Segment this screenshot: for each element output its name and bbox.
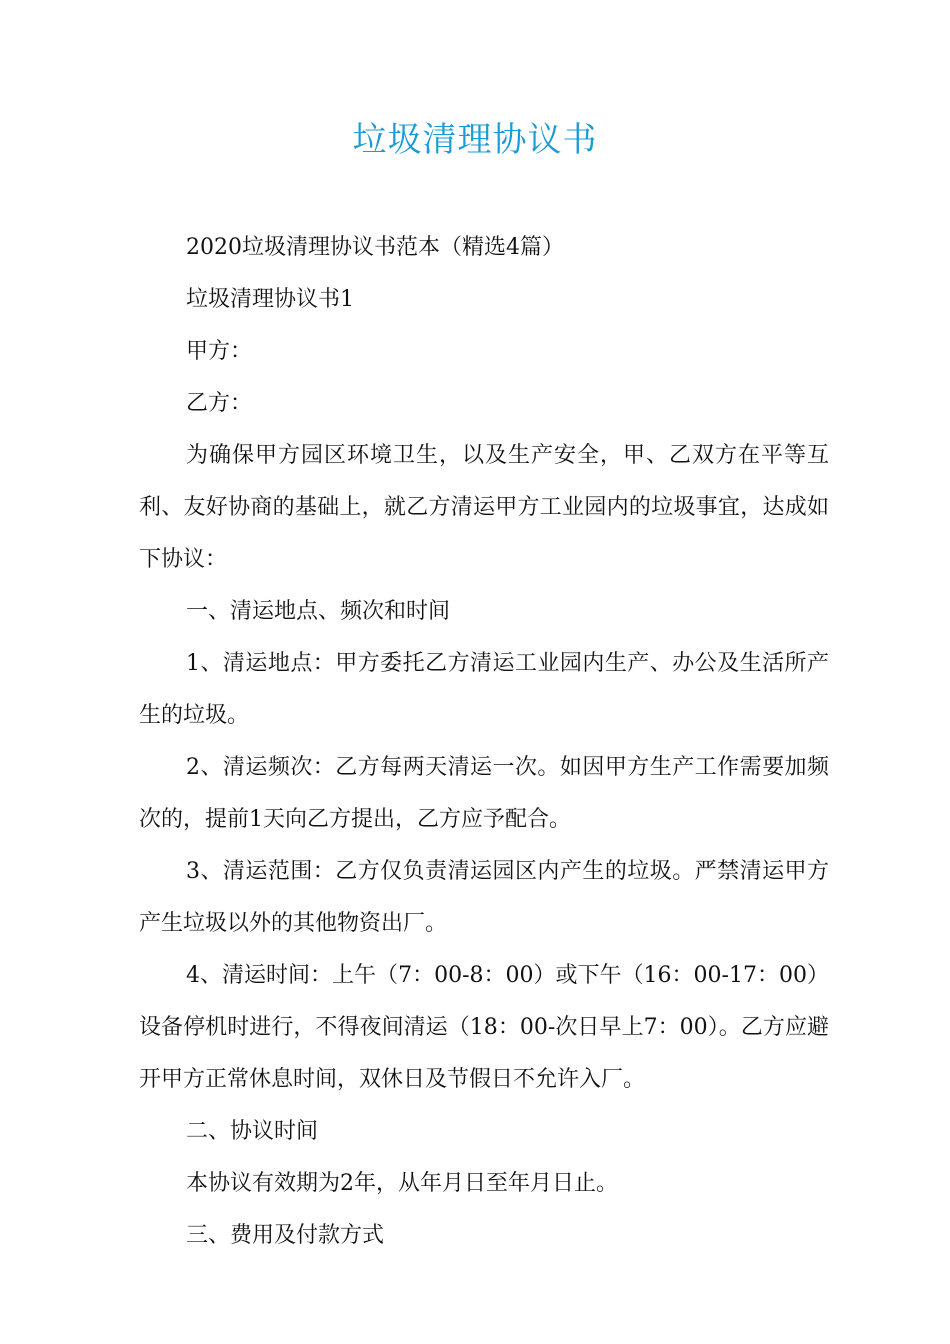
paragraph-clause-2-text: 本协议有效期为2年，从年月日至年月日止。 [186, 1171, 618, 1196]
paragraph-clause-1-2: 2、清运频次：乙方每两天清运一次。如因甲方生产工作需要加频次的，提前1天向乙方提出，乙方应予配合。 [139, 755, 829, 832]
paragraph-clause-1-4: 4、清运时间：上午（7：00-8：00）或下午（16：00-17：00）设备停机时进行，不得夜间清运（18：00-次日早上7：00）。乙方应避开甲方正常休息时间，双休日及节假日不允许入厂。 [139, 963, 829, 1092]
paragraph-clause-1-1: 1、清运地点：甲方委托乙方清运工业园内生产、办公及生活所产生的垃圾。 [139, 651, 829, 728]
paragraph-subtitle: 2020垃圾清理协议书范本（精选4篇） [186, 235, 564, 260]
paragraph-preamble: 为确保甲方园区环境卫生，以及生产安全，甲、乙双方在平等互利、友好协商的基础上，就乙方清运甲方工业园内的垃圾事宜，达成如下协议： [139, 443, 829, 572]
document-title: 垃圾清理协议书 [352, 120, 598, 160]
paragraph-clause-1-heading: 一、清运地点、频次和时间 [186, 599, 451, 624]
paragraph-section-heading: 垃圾清理协议书1 [186, 287, 354, 312]
paragraph-clause-2-heading: 二、协议时间 [186, 1119, 319, 1144]
paragraph-clause-1-3: 3、清运范围：乙方仅负责清运园区内产生的垃圾。严禁清运甲方产生垃圾以外的其他物资出厂。 [139, 859, 829, 936]
paragraph-clause-3-heading: 三、费用及付款方式 [186, 1223, 385, 1248]
paragraph-party-a: 甲方： [186, 339, 253, 364]
paragraph-party-b: 乙方： [186, 391, 253, 416]
document-body [139, 222, 829, 1262]
